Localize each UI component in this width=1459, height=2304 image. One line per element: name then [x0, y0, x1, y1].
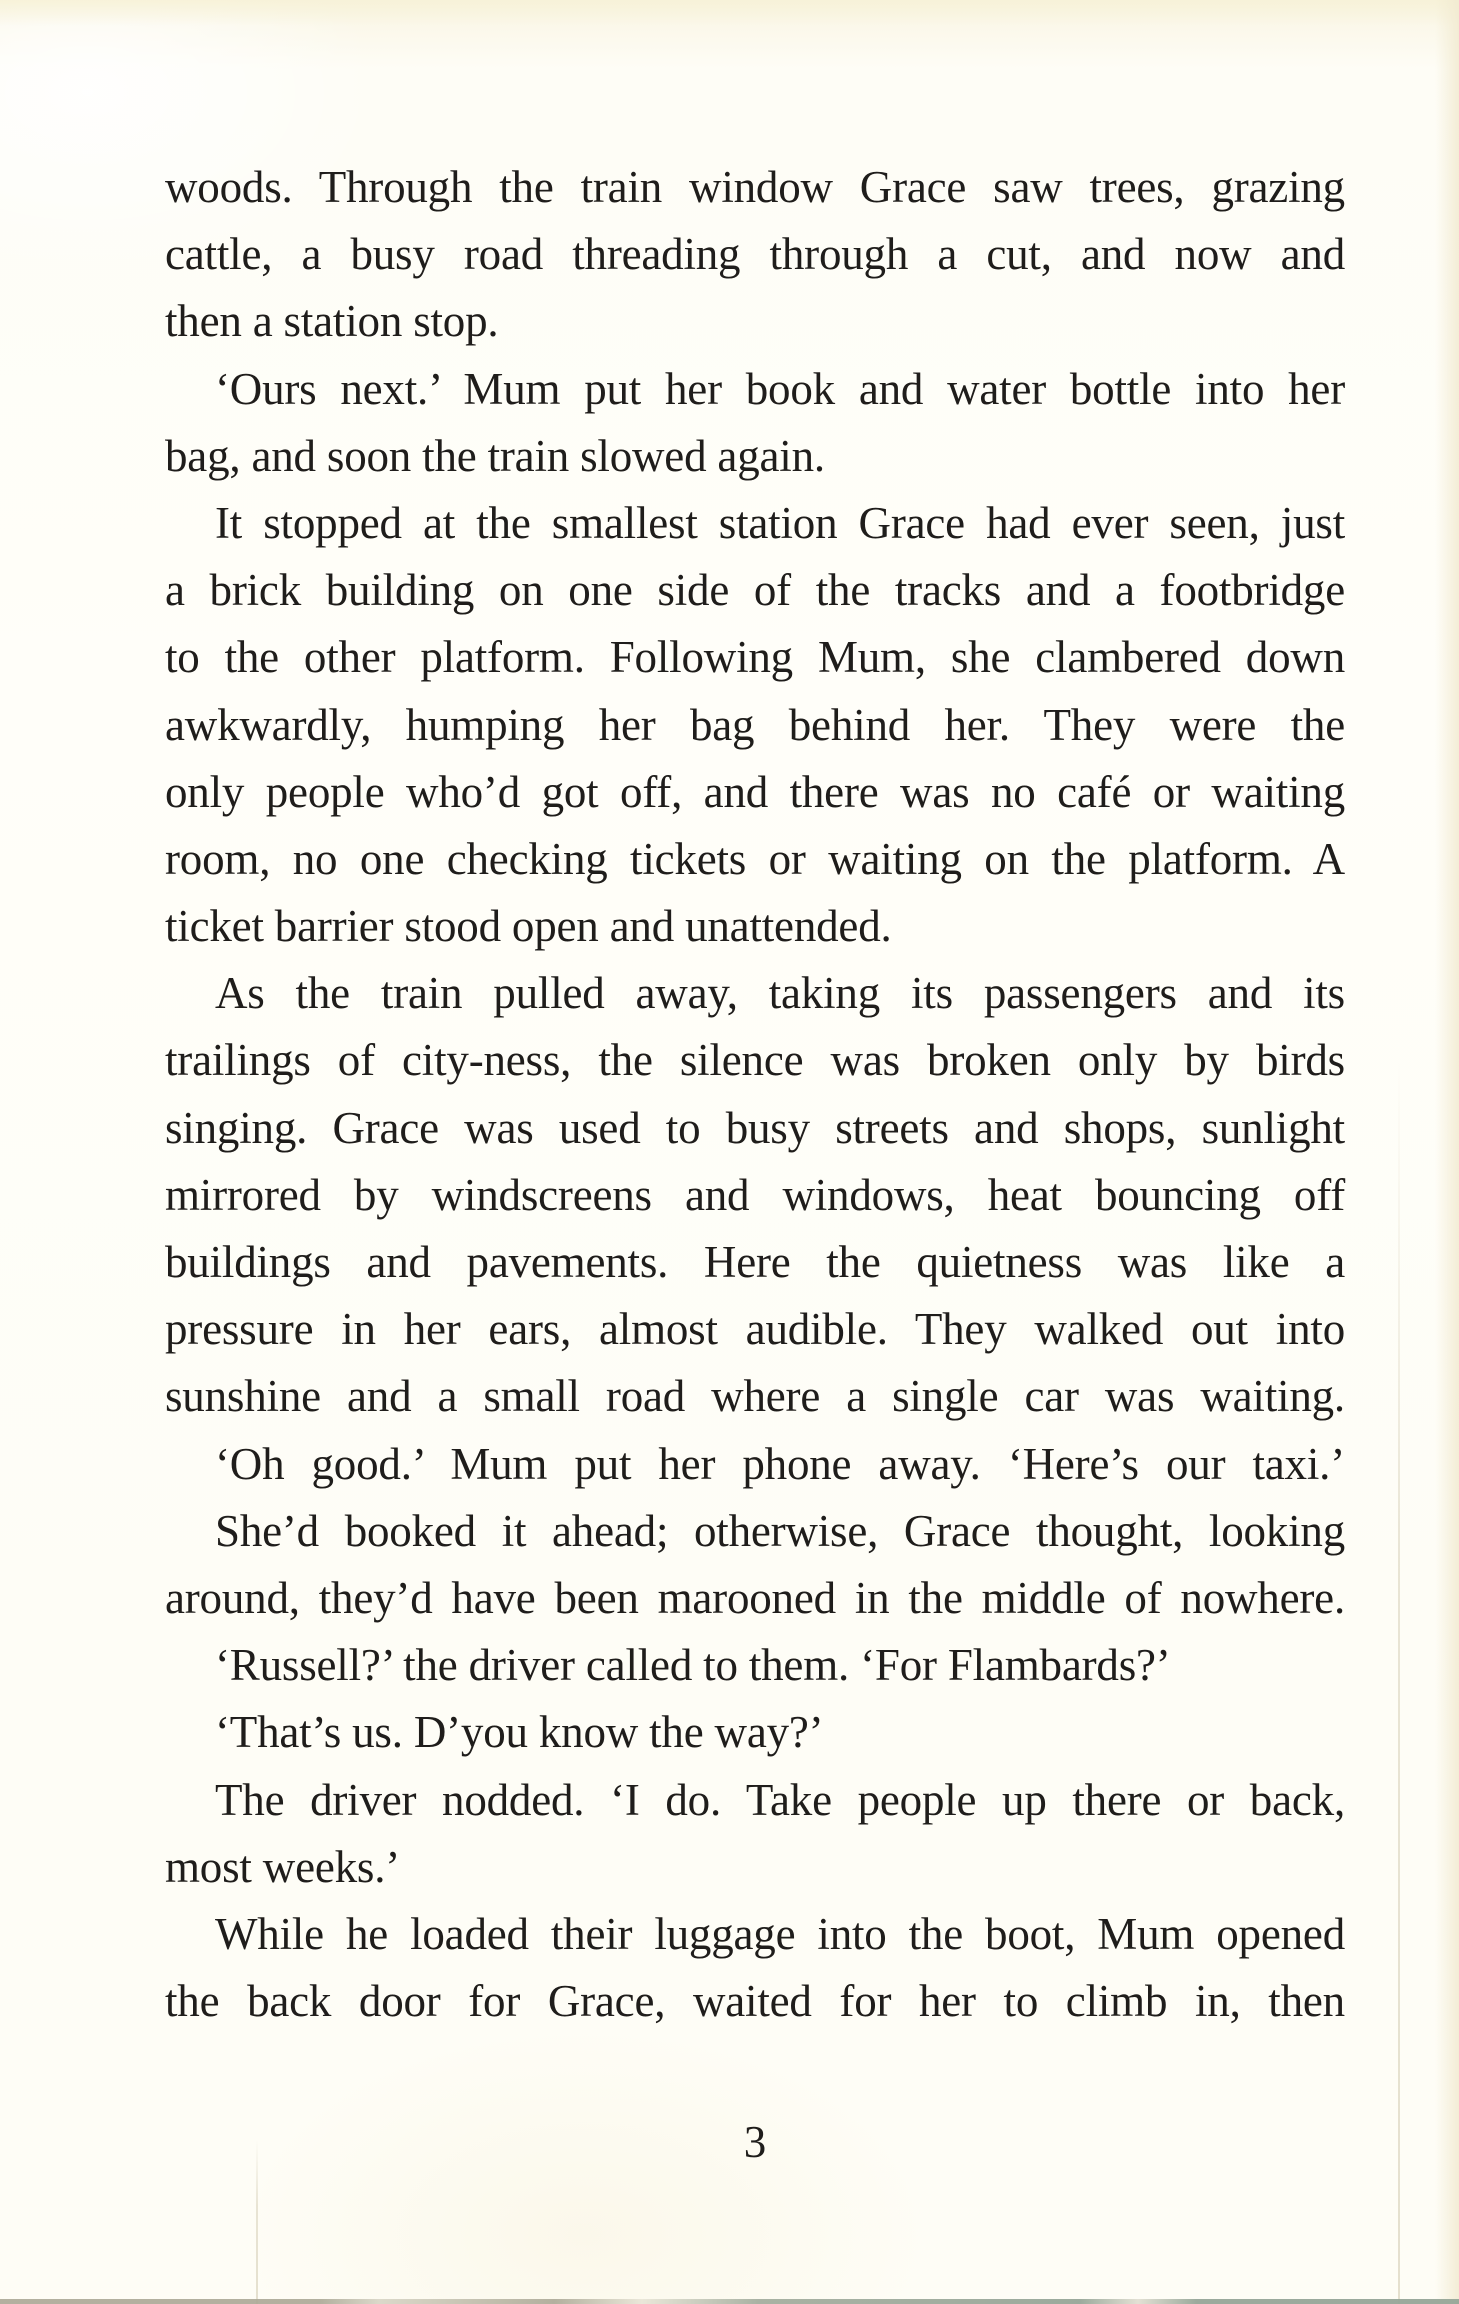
text-line: ticket barrier stood open and unattended. — [165, 901, 892, 952]
text-line: to the other platform. Following Mum, she clambered down — [165, 632, 1345, 683]
text-line: a brick building on one side of the tracks and a footbridge — [165, 565, 1345, 616]
text-line: mirrored by windscreens and windows, heat bouncing off — [165, 1169, 1345, 1220]
top-edge-shade — [0, 0, 1459, 26]
text-line: As the train pulled away, taking its passengers and its — [215, 968, 1345, 1019]
page-text-block — [165, 154, 1345, 2035]
text-line: the back door for Grace, waited for her to climb in, then — [165, 1976, 1345, 2027]
text-line: awkwardly, humping her bag behind her. They were the — [165, 699, 1345, 750]
text-line: She’d booked it ahead; otherwise, Grace thought, looking — [215, 1505, 1345, 1556]
text-line: around, they’d have been marooned in the middle of nowhere. — [165, 1572, 1345, 1623]
text-line: trailings of city-ness, the silence was broken only by birds — [165, 1035, 1345, 1086]
text-line: ‘Russell?’ the driver called to them. ‘For Flambards?’ — [215, 1640, 1171, 1691]
text-line: singing. Grace was used to busy streets and shops, sunlight — [165, 1102, 1345, 1153]
text-line: sunshine and a small road where a single car was waiting. — [165, 1371, 1345, 1422]
bottom-scan-edge — [0, 2299, 1459, 2304]
text-line: ‘Oh good.’ Mum put her phone away. ‘Here’s our taxi.’ — [215, 1438, 1345, 1489]
text-line: room, no one checking tickets or waiting on the platform. A — [165, 833, 1345, 884]
text-line: ‘That’s us. D’you know the way?’ — [215, 1707, 824, 1758]
text-line: While he loaded their luggage into the boot, Mum opened — [215, 1908, 1345, 1959]
text-line: buildings and pavements. Here the quietness was like a — [165, 1237, 1345, 1287]
text-line: most weeks.’ — [165, 1841, 401, 1892]
text-line: then a station stop. — [165, 296, 499, 347]
text-line: ‘Ours next.’ Mum put her book and water bottle into her — [215, 363, 1345, 414]
text-line: cattle, a busy road threading through a cut, and now and — [165, 229, 1345, 280]
page-number: 3 — [743, 2117, 767, 2167]
text-line: It stopped at the smallest station Grace had ever seen, just — [215, 497, 1345, 548]
text-line: woods. Through the train window Grace saw trees, grazing — [165, 162, 1345, 212]
right-edge-shade — [1435, 0, 1459, 2304]
text-line: pressure in her ears, almost audible. They walked out into — [165, 1304, 1345, 1355]
text-line: only people who’d got off, and there was no café or waiting — [165, 766, 1345, 817]
text-line: The driver nodded. ‘I do. Take people up there or back, — [215, 1774, 1345, 1825]
crease-line-right — [1398, 1060, 1400, 2304]
text-line: bag, and soon the train slowed again. — [165, 430, 825, 481]
